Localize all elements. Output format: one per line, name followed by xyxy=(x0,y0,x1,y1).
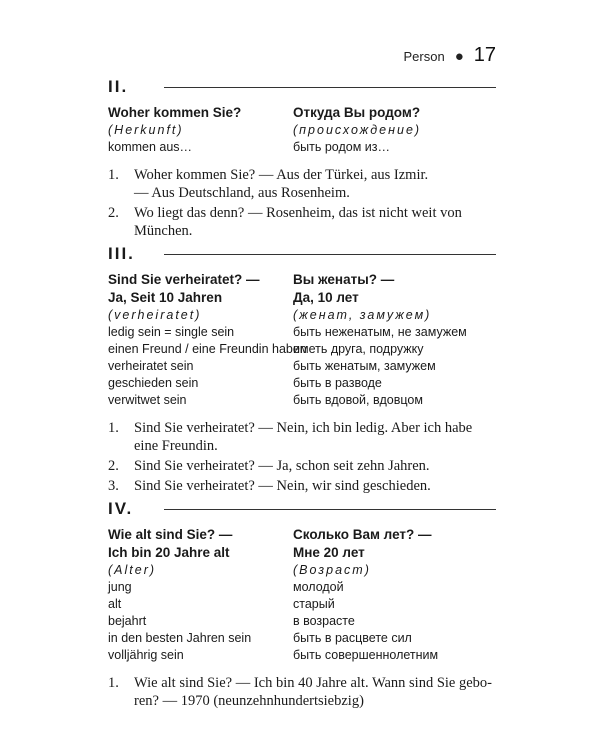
topic-ru: (женат, замужем) xyxy=(293,308,432,322)
vocab-ru: быть женатым, замужем xyxy=(293,359,436,373)
vocab-de: kommen aus… xyxy=(108,140,193,154)
vocab-table xyxy=(108,526,496,664)
section-header xyxy=(108,244,496,265)
vocab-ru: старый xyxy=(293,597,335,611)
vocab-de: volljährig sein xyxy=(108,648,184,662)
heading-ru: Сколько Вам лет? — xyxy=(293,527,432,542)
example-number: 3. xyxy=(108,478,119,494)
example-item xyxy=(108,674,496,710)
vocab-de: bejahrt xyxy=(108,614,147,628)
vocab-table xyxy=(108,271,496,409)
section-rule xyxy=(164,87,496,88)
example-number: 1. xyxy=(108,420,119,436)
vocab-ru: в возрасте xyxy=(293,614,355,628)
vocab-de: ledig sein = single sein xyxy=(108,325,235,339)
vocab-row xyxy=(108,139,496,156)
topic-de: (verheiratet) xyxy=(108,308,202,322)
vocab-row xyxy=(108,647,496,664)
example-line: eine Freundin. xyxy=(134,438,218,454)
examples-list xyxy=(108,674,496,710)
examples-list xyxy=(108,166,496,240)
vocab-de: verheiratet sein xyxy=(108,359,194,373)
example-text xyxy=(134,674,496,710)
topic-de: (Alter) xyxy=(108,563,157,577)
example-item xyxy=(108,204,496,240)
page-number: 17 xyxy=(473,44,496,66)
vocab-row xyxy=(108,324,496,341)
example-item xyxy=(108,166,496,202)
topic-ru: (происхождение) xyxy=(293,123,422,137)
heading-ru: Да, 10 лет xyxy=(293,290,359,305)
example-item xyxy=(108,457,496,475)
section-header xyxy=(108,77,496,98)
vocab-ru: быть родом из… xyxy=(293,140,391,154)
vocab-de: geschieden sein xyxy=(108,376,199,390)
heading-de: Ja, Seit 10 Jahren xyxy=(108,290,223,305)
example-item xyxy=(108,419,496,455)
vocab-de: alt xyxy=(108,597,122,611)
vocab-heading-row xyxy=(108,271,496,289)
vocab-row xyxy=(108,579,496,596)
example-line: München. xyxy=(134,223,193,239)
vocab-heading-row xyxy=(108,104,496,122)
heading-de: Ich bin 20 Jahre alt xyxy=(108,545,230,560)
section-rule xyxy=(164,254,496,255)
vocab-de: verwitwet sein xyxy=(108,393,187,407)
example-line: Sind Sie verheiratet? — Ja, schon seit zehn Jahren. xyxy=(134,458,430,474)
example-line: Wo liegt das denn? — Rosenheim, das ist nicht weit von xyxy=(134,205,462,221)
heading-ru: Откуда Вы родом? xyxy=(293,105,421,120)
heading-de: Sind Sie verheiratet? — xyxy=(108,272,260,287)
section-number: III. xyxy=(108,244,135,263)
example-text xyxy=(134,477,496,495)
vocab-table xyxy=(108,104,496,156)
bullet-separator: ● xyxy=(454,48,464,65)
vocab-row xyxy=(108,392,496,409)
vocab-ru: иметь друга, подружку xyxy=(293,342,424,356)
example-item xyxy=(108,477,496,495)
vocab-row xyxy=(108,613,496,630)
running-header xyxy=(403,44,496,67)
example-line: ren? — 1970 (neunzehnhundertsiebzig) xyxy=(134,693,364,709)
section-ii xyxy=(108,77,496,242)
example-line: Wie alt sind Sie? — Ich bin 40 Jahre alt. Wann sind Sie gebo- xyxy=(134,675,492,691)
vocab-de: in den besten Jahren sein xyxy=(108,631,252,645)
section-rule xyxy=(164,509,496,510)
example-number: 1. xyxy=(108,167,119,183)
topic-de: (Herkunft) xyxy=(108,123,184,137)
example-number: 2. xyxy=(108,205,119,221)
section-header xyxy=(108,499,496,520)
example-text xyxy=(134,166,496,202)
vocab-row xyxy=(108,596,496,613)
vocab-row xyxy=(108,630,496,647)
heading-ru: Мне 20 лет xyxy=(293,545,365,560)
vocab-ru: быть совершеннолетним xyxy=(293,648,439,662)
topic-ru: (Возраст) xyxy=(293,563,371,577)
example-text xyxy=(134,204,496,240)
section-iii xyxy=(108,244,496,497)
vocab-de: einen Freund / eine Freundin haben xyxy=(108,342,307,356)
example-line: Sind Sie verheiratet? — Nein, ich bin ledig. Aber ich habe xyxy=(134,420,473,436)
vocab-ru: быть в расцвете сил xyxy=(293,631,412,645)
vocab-row xyxy=(108,341,496,358)
vocab-heading-row xyxy=(108,526,496,544)
example-number: 1. xyxy=(108,675,119,691)
topic-row xyxy=(108,307,496,324)
vocab-heading-row xyxy=(108,544,496,562)
section-iv xyxy=(108,499,496,712)
vocab-ru: быть в разводе xyxy=(293,376,382,390)
examples-list xyxy=(108,419,496,495)
example-number: 2. xyxy=(108,458,119,474)
topic-row xyxy=(108,562,496,579)
heading-de: Wie alt sind Sie? — xyxy=(108,527,233,542)
example-line: Sind Sie verheiratet? — Nein, wir sind geschieden. xyxy=(134,478,431,494)
heading-de: Woher kommen Sie? xyxy=(108,105,242,120)
example-line: Woher kommen Sie? — Aus der Türkei, aus Izmir. xyxy=(134,167,429,183)
vocab-row xyxy=(108,375,496,392)
example-text xyxy=(134,419,496,455)
heading-ru: Вы женаты? — xyxy=(293,272,395,287)
vocab-ru: быть неженатым, не замужем xyxy=(293,325,467,339)
section-number: II. xyxy=(108,77,129,96)
header-title: Person xyxy=(403,49,445,64)
section-number: IV. xyxy=(108,499,134,518)
example-line: — Aus Deutschland, aus Rosenheim. xyxy=(134,185,350,201)
vocab-row xyxy=(108,358,496,375)
topic-row xyxy=(108,122,496,139)
example-text xyxy=(134,457,496,475)
vocab-ru: быть вдовой, вдовцом xyxy=(293,393,423,407)
vocab-de: jung xyxy=(108,580,132,594)
vocab-heading-row xyxy=(108,289,496,307)
vocab-ru: молодой xyxy=(293,580,344,594)
